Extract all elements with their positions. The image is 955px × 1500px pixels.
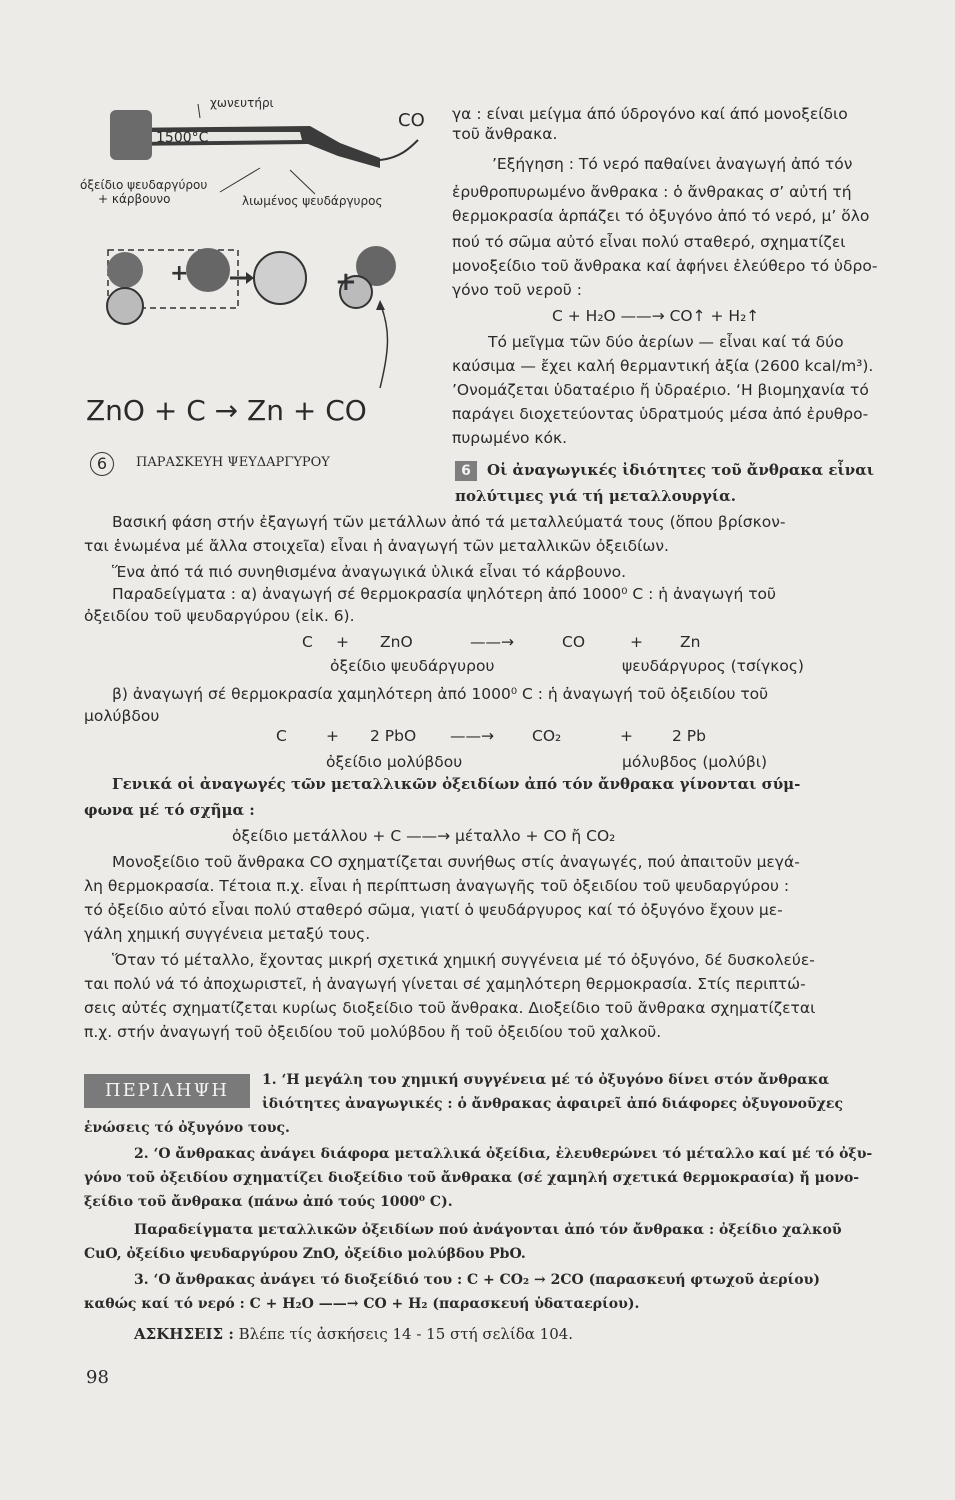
text-line: μονοξείδιο τοῦ ἄνθρακα καί ἀφήνει ἐλεύθερο τό ὑδρο- (452, 257, 878, 275)
general-rule-2: φωνα μέ τό σχῆμα : (84, 801, 255, 819)
summary-line: 2. ‘Ο ἄνθρακας ἀνάγει διάφορα μεταλλικά ὀξείδια, ἐλευθερώνει τό μέταλλο καί μέ τό ὀξυ- (134, 1146, 873, 1162)
section-title-1: Οἱ ἀναγωγικές ἰδιότητες τοῦ ἄνθρακα εἶναι (487, 461, 874, 479)
text-line: καύσιμα — ἔχει καλή θερμαντική ἀξία (2600 kcal/m³). (452, 357, 874, 375)
eq-zn: Zn (680, 633, 701, 651)
eq-plus: + (336, 633, 349, 651)
eq-zno-name: ὀξείδιο ψευδάργυρου (330, 657, 495, 675)
summary-line: 1. ‘Η μεγάλη του χημική συγγένεια μέ τό ὀξυγόνο δίνει στόν ἄνθρακα (262, 1072, 830, 1088)
section-6-title-2: πολύτιμες γιά τή μεταλλουργία. (455, 487, 736, 505)
text-line: γα : είναι μείγμα άπό ύδρογόνο καί άπό μονοξείδιο (452, 105, 848, 123)
equation-water: C + H₂O ——→ CO↑ + H₂↑ (552, 307, 760, 325)
text-line: β) ἀναγωγή σέ θερμοκρασία χαμηλότερη ἀπό 1000⁰ C : ἡ ἀναγωγή τοῦ ὀξειδίου τοῦ (112, 685, 769, 703)
figure-equation: ZnO + C → Zn + CO (86, 394, 367, 427)
text-line: Ὅταν τό μέταλλο, ἔχοντας μικρή σχετικά χημική συγγένεια μέ τό ὀξυγόνο, δέ δυσκολεύε- (112, 951, 815, 969)
eq-c: C (302, 633, 313, 651)
page-number: 98 (86, 1367, 109, 1388)
section-6-title (455, 460, 874, 481)
eq-zno: ZnO (380, 633, 413, 651)
text-line: μολύβδου (84, 707, 160, 725)
text-line: γόνο τοῦ νεροῦ : (452, 281, 582, 299)
figure-caption: ΠΑΡΑΣΚΕΥΗ ΨΕΥΔΑΡΓΥΡΟΥ (136, 455, 330, 470)
section-number: 6 (455, 461, 477, 481)
eq-co2: CO₂ (532, 727, 562, 745)
summary-line: CuO, ὀξείδιο ψευδαργύρου ZnO, ὀξείδιο μολύβδου PbO. (84, 1246, 526, 1262)
eq-arrow: ——→ (450, 727, 494, 745)
label-zinc-oxide: όξείδιο ψευδαργύρου (80, 178, 208, 192)
text-line: ’Ονομάζεται ὑδαταέριο ἤ ὑδραέριο. ‘Η βιομηχανία τό (452, 381, 869, 399)
summary-line: 3. ‘Ο ἄνθρακας ἀνάγει τό διοξείδιό του : C + CO₂ → 2CO (παρασκευή φτωχοῦ ἀερίου) (134, 1272, 820, 1288)
text-line: Τό μεῖγμα τῶν δύο ἀερίων — εἶναι καί τά δύο (488, 333, 844, 351)
eq-co: CO (562, 633, 586, 651)
eq-zn-name: ψευδάργυρος (τσίγκος) (622, 657, 804, 675)
text-line: παράγει διοχετεύοντας ὑδρατμούς μέσα ἀπό ἐρυθρο- (452, 405, 869, 423)
eq-pb: 2 Pb (672, 727, 706, 745)
label-temperature: 1500°C (156, 130, 209, 146)
text-line: τό ὀξείδιο αὐτό εἶναι πολύ σταθερό σῶμα, γιατί ὁ ψευδάργυρος καί τό ὀξυγόνο ἔχουν με- (84, 901, 783, 919)
figure-number: 6 (90, 452, 114, 476)
general-rule-1: Γενικά οἱ ἀναγωγές τῶν μεταλλικῶν ὀξειδίων ἀπό τόν ἄνθρακα γίνονται σύμ- (112, 775, 801, 793)
figure-drawing (80, 88, 450, 488)
label-co: CO (398, 110, 425, 131)
text-line: Ἕνα ἀπό τά πιό συνηθισμένα ἀναγωγικά ὑλικά εἶναι τό κάρβουνο. (112, 563, 627, 581)
eq-plus: + (326, 727, 339, 745)
text-line: Μονοξείδιο τοῦ ἄνθρακα CO σχηματίζεται συνήθως στίς ἀναγωγές, πού ἀπαιτοῦν μεγά- (112, 853, 800, 871)
eq-arrow: ——→ (470, 633, 514, 651)
label-coal: + κάρβουνο (98, 192, 171, 206)
text-line: ται πολύ νά τό ἀποχωριστεῖ, ἡ ἀναγωγή γίνεται σέ χαμηλότερη θερμοκρασία. Στίς περιπτώ- (84, 975, 806, 993)
summary-line: γόνο τοῦ ὀξειδίου σχηματίζει διοξείδιο τοῦ ἄνθρακα (σέ χαμηλή σχετικά θερμοκρασία) ἤ μονο- (84, 1170, 860, 1186)
summary-line: ἑνώσεις τό ὀξυγόνο τους. (84, 1120, 290, 1136)
svg-text:+: + (335, 267, 357, 297)
text-line: θερμοκρασία ἁρπάζει τό ὀξυγόνο ἀπό τό νερό, μ’ ὅλο (452, 207, 870, 225)
summary-line: ἰδιότητες ἀναγωγικές : ὁ ἄνθρακας ἀφαιρεῖ ἀπό διάφορες ὀξυγονοῦχες (262, 1096, 843, 1112)
text-line: λη θερμοκρασία. Τέτοια π.χ. εἶναι ἡ περίπτωση ἀναγωγῆς τοῦ ὀξειδίου τοῦ ψευδαργύρου : (84, 877, 790, 895)
text-line: Βασική φάση στήν ἐξαγωγή τῶν μετάλλων ἀπό τά μεταλλεύματά τους (ὅπου βρίσκον- (112, 513, 786, 531)
text-line: ὀξειδίου τοῦ ψευδαργύρου (εἰκ. 6). (84, 607, 355, 625)
text-line: τοῦ ἄνθρακα. (452, 125, 558, 143)
text-line: Παραδείγματα : α) ἀναγωγή σέ θερμοκρασία ψηλότερη ἀπό 1000⁰ C : ἡ ἀναγωγή τοῦ (112, 585, 777, 603)
text-line: πού τό σῶμα αὐτό εἶναι πολύ σταθερό, σχηματίζει (452, 233, 846, 251)
exercises (134, 1324, 573, 1344)
summary-label: ΠΕΡΙΛΗΨΗ (84, 1074, 250, 1108)
text-line: ται ἑνωμένα μέ ἄλλα στοιχεῖα) εἶναι ἡ ἀναγωγή τῶν μεταλλικῶν ὀξειδίων. (84, 537, 669, 555)
eq-plus: + (620, 727, 633, 745)
text-line: ἐρυθροπυρωμένο ἄνθρακα : ὁ ἄνθρακας σ’ αὐτή τή (452, 183, 852, 201)
eq-pb-name: μόλυβδος (μολύβι) (622, 753, 768, 771)
label-molten-zinc: λιωμένος ψευδάργυρος (242, 194, 383, 208)
text-line: σεις αὐτές σχηματίζεται κυρίως διοξείδιο τοῦ ἄνθρακα. Διοξείδιο τοῦ ἄνθρακα σχηματίζεται (84, 999, 816, 1017)
text-line: γάλη χημική συγγένεια μεταξύ τους. (84, 925, 371, 943)
text-line: πυρωμένο κόκ. (452, 429, 568, 447)
svg-text:+: + (170, 261, 189, 286)
eq-c: C (276, 727, 287, 745)
eq-pbo: 2 PbO (370, 727, 417, 745)
summary-line: Παραδείγματα μεταλλικῶν ὀξειδίων πού ἀνάγονται ἀπό τόν ἄνθρακα : ὀξείδιο χαλκοῦ (134, 1222, 842, 1238)
eq-plus: + (630, 633, 643, 651)
figure-zinc (80, 88, 450, 488)
exercises-text: Βλέπε τίς ἀσκήσεις 14 - 15 στή σελίδα 104. (238, 1325, 574, 1343)
summary-line: καθώς καί τό νερό : C + H₂O ——→ CO + H₂ (παρασκευή ὑδαταερίου). (84, 1296, 640, 1312)
equation-general: ὀξείδιο μετάλλου + C ——→ μέταλλο + CO ἤ CO₂ (232, 827, 616, 845)
eq-pbo-name: ὀξείδιο μολύβδου (326, 753, 463, 771)
label-crucible: χωνευτήρι (210, 96, 274, 110)
exercises-label: ΑΣΚΗΣΕΙΣ : (134, 1325, 234, 1343)
text-line: ’Εξήγηση : Τό νερό παθαίνει ἀναγωγή ἀπό τόν (492, 155, 853, 173)
text-line: π.χ. στήν ἀναγωγή τοῦ ὀξειδίου τοῦ μολύβδου ἤ τοῦ ὀξειδίου τοῦ χαλκοῦ. (84, 1023, 662, 1041)
summary-line: ξείδιο τοῦ ἄνθρακα (πάνω ἀπό τούς 1000⁰ C). (84, 1194, 453, 1210)
